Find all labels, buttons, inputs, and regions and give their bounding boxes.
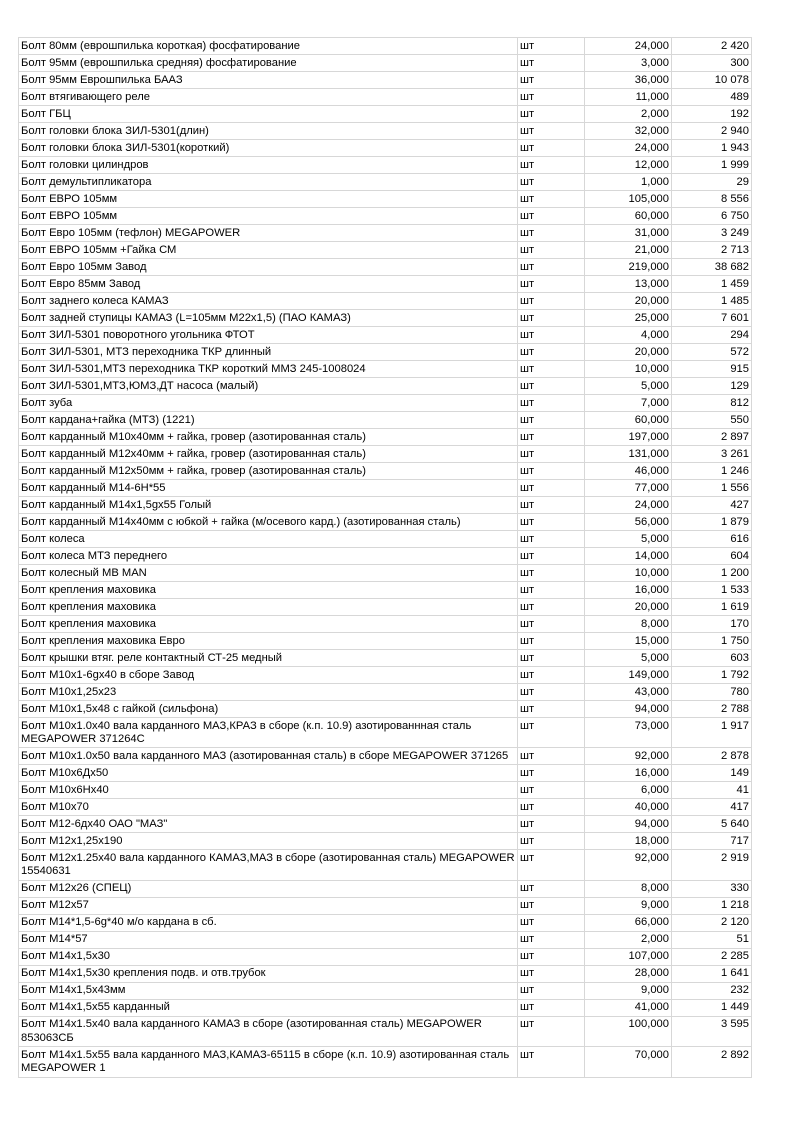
sum-cell: 192 <box>672 106 752 123</box>
unit-cell: шт <box>518 931 585 948</box>
unit-cell: шт <box>518 344 585 361</box>
sum-cell: 10 078 <box>672 72 752 89</box>
unit-cell: шт <box>518 684 585 701</box>
table-row <box>19 850 752 880</box>
item-name-cell: Болт М14х1.5х55 вала карданного МАЗ,КАМАЗ-65115 в сборе (к.п. 10.9) азотированная сталь MEGAPOWER 1 <box>19 1047 518 1077</box>
table-row <box>19 765 752 782</box>
sum-cell: 417 <box>672 799 752 816</box>
table-row <box>19 55 752 72</box>
sum-cell: 2 919 <box>672 850 752 880</box>
quantity-cell: 24,000 <box>585 497 672 514</box>
item-name-cell: Болт М10х1,5х48 с гайкой (сильфона) <box>19 701 518 718</box>
table-row <box>19 799 752 816</box>
item-name-cell: Болт задней ступицы КАМАЗ (L=105мм М22х1,5) (ПАО КАМАЗ) <box>19 310 518 327</box>
table-row <box>19 599 752 616</box>
table-row <box>19 463 752 480</box>
unit-cell: шт <box>518 599 585 616</box>
quantity-cell: 15,000 <box>585 633 672 650</box>
sum-cell: 41 <box>672 782 752 799</box>
quantity-cell: 16,000 <box>585 582 672 599</box>
unit-cell: шт <box>518 463 585 480</box>
sum-cell: 2 878 <box>672 748 752 765</box>
quantity-cell: 77,000 <box>585 480 672 497</box>
unit-cell: шт <box>518 259 585 276</box>
quantity-cell: 12,000 <box>585 157 672 174</box>
sum-cell: 1 619 <box>672 599 752 616</box>
item-name-cell: Болт ЕВРО 105мм +Гайка СМ <box>19 242 518 259</box>
item-name-cell: Болт М10х1,25х23 <box>19 684 518 701</box>
table-row <box>19 982 752 999</box>
unit-cell: шт <box>518 327 585 344</box>
table-row <box>19 667 752 684</box>
unit-cell: шт <box>518 718 585 748</box>
quantity-cell: 8,000 <box>585 616 672 633</box>
item-name-cell: Болт Евро 85мм Завод <box>19 276 518 293</box>
quantity-cell: 92,000 <box>585 748 672 765</box>
sum-cell: 330 <box>672 880 752 897</box>
table-row <box>19 157 752 174</box>
item-name-cell: Болт втягивающего реле <box>19 89 518 106</box>
sum-cell: 7 601 <box>672 310 752 327</box>
quantity-cell: 131,000 <box>585 446 672 463</box>
table-row <box>19 582 752 599</box>
sum-cell: 149 <box>672 765 752 782</box>
unit-cell: шт <box>518 123 585 140</box>
item-name-cell: Болт колесный MB MAN <box>19 565 518 582</box>
item-name-cell: Болт головки цилиндров <box>19 157 518 174</box>
item-name-cell: Болт ЕВРО 105мм <box>19 208 518 225</box>
unit-cell: шт <box>518 948 585 965</box>
unit-cell: шт <box>518 850 585 880</box>
sum-cell: 2 892 <box>672 1047 752 1077</box>
table-row <box>19 833 752 850</box>
quantity-cell: 24,000 <box>585 38 672 55</box>
table-row <box>19 412 752 429</box>
sum-cell: 8 556 <box>672 191 752 208</box>
quantity-cell: 36,000 <box>585 72 672 89</box>
sum-cell: 170 <box>672 616 752 633</box>
table-row <box>19 123 752 140</box>
table-row <box>19 344 752 361</box>
table-row <box>19 361 752 378</box>
table-row <box>19 880 752 897</box>
table-row <box>19 616 752 633</box>
quantity-cell: 5,000 <box>585 378 672 395</box>
unit-cell: шт <box>518 378 585 395</box>
sum-cell: 1 943 <box>672 140 752 157</box>
item-name-cell: Болт кардана+гайка (МТЗ) (1221) <box>19 412 518 429</box>
unit-cell: шт <box>518 395 585 412</box>
quantity-cell: 31,000 <box>585 225 672 242</box>
unit-cell: шт <box>518 1047 585 1077</box>
table-row <box>19 914 752 931</box>
sum-cell: 6 750 <box>672 208 752 225</box>
quantity-cell: 2,000 <box>585 931 672 948</box>
sum-cell: 294 <box>672 327 752 344</box>
table-row <box>19 378 752 395</box>
unit-cell: шт <box>518 38 585 55</box>
table-row <box>19 429 752 446</box>
item-name-cell: Болт зуба <box>19 395 518 412</box>
item-name-cell: Болт колеса МТЗ переднего <box>19 548 518 565</box>
unit-cell: шт <box>518 582 585 599</box>
table-row <box>19 531 752 548</box>
sum-cell: 915 <box>672 361 752 378</box>
table-row <box>19 1047 752 1077</box>
quantity-cell: 60,000 <box>585 412 672 429</box>
item-name-cell: Болт ЗИЛ-5301, МТЗ переходника ТКР длинный <box>19 344 518 361</box>
item-name-cell: Болт ЗИЛ-5301 поворотного угольника ФТОТ <box>19 327 518 344</box>
quantity-cell: 24,000 <box>585 140 672 157</box>
sum-cell: 780 <box>672 684 752 701</box>
sum-cell: 1 246 <box>672 463 752 480</box>
table-row <box>19 816 752 833</box>
unit-cell: шт <box>518 565 585 582</box>
item-name-cell: Болт М14*1,5-6g*40 м/о кардана в сб. <box>19 914 518 931</box>
item-name-cell: Болт М14х1,5х30 крепления подв. и отв.трубок <box>19 965 518 982</box>
quantity-cell: 43,000 <box>585 684 672 701</box>
quantity-cell: 94,000 <box>585 701 672 718</box>
unit-cell: шт <box>518 667 585 684</box>
quantity-cell: 40,000 <box>585 799 672 816</box>
quantity-cell: 66,000 <box>585 914 672 931</box>
table-row <box>19 897 752 914</box>
table-row <box>19 259 752 276</box>
unit-cell: шт <box>518 633 585 650</box>
quantity-cell: 9,000 <box>585 982 672 999</box>
sum-cell: 2 713 <box>672 242 752 259</box>
quantity-cell: 10,000 <box>585 565 672 582</box>
sum-cell: 616 <box>672 531 752 548</box>
table-row <box>19 310 752 327</box>
sum-cell: 2 285 <box>672 948 752 965</box>
unit-cell: шт <box>518 531 585 548</box>
table-row <box>19 208 752 225</box>
unit-cell: шт <box>518 446 585 463</box>
table-row <box>19 514 752 531</box>
quantity-cell: 16,000 <box>585 765 672 782</box>
sum-cell: 5 640 <box>672 816 752 833</box>
table-row <box>19 999 752 1016</box>
unit-cell: шт <box>518 897 585 914</box>
item-name-cell: Болт крепления маховика <box>19 599 518 616</box>
quantity-cell: 2,000 <box>585 106 672 123</box>
quantity-cell: 25,000 <box>585 310 672 327</box>
sum-cell: 812 <box>672 395 752 412</box>
unit-cell: шт <box>518 310 585 327</box>
item-name-cell: Болт ЗИЛ-5301,МТЗ,ЮМЗ,ДТ насоса (малый) <box>19 378 518 395</box>
table-row <box>19 276 752 293</box>
unit-cell: шт <box>518 225 585 242</box>
unit-cell: шт <box>518 89 585 106</box>
quantity-cell: 6,000 <box>585 782 672 799</box>
sum-cell: 1 533 <box>672 582 752 599</box>
unit-cell: шт <box>518 55 585 72</box>
table-row <box>19 446 752 463</box>
unit-cell: шт <box>518 276 585 293</box>
quantity-cell: 73,000 <box>585 718 672 748</box>
sum-cell: 1 556 <box>672 480 752 497</box>
quantity-cell: 32,000 <box>585 123 672 140</box>
item-name-cell: Болт М12х1,25х190 <box>19 833 518 850</box>
unit-cell: шт <box>518 616 585 633</box>
sum-cell: 572 <box>672 344 752 361</box>
table-row <box>19 650 752 667</box>
unit-cell: шт <box>518 429 585 446</box>
table-row <box>19 225 752 242</box>
table-row <box>19 1016 752 1046</box>
sum-cell: 1 485 <box>672 293 752 310</box>
quantity-cell: 46,000 <box>585 463 672 480</box>
table-row <box>19 191 752 208</box>
item-name-cell: Болт ГБЦ <box>19 106 518 123</box>
item-name-cell: Болт М12-6дх40 ОАО "МАЗ" <box>19 816 518 833</box>
item-name-cell: Болт М10х70 <box>19 799 518 816</box>
unit-cell: шт <box>518 765 585 782</box>
unit-cell: шт <box>518 514 585 531</box>
sum-cell: 1 449 <box>672 999 752 1016</box>
unit-cell: шт <box>518 650 585 667</box>
unit-cell: шт <box>518 833 585 850</box>
quantity-cell: 41,000 <box>585 999 672 1016</box>
unit-cell: шт <box>518 140 585 157</box>
sum-cell: 1 792 <box>672 667 752 684</box>
sum-cell: 1 459 <box>672 276 752 293</box>
sum-cell: 427 <box>672 497 752 514</box>
sum-cell: 1 750 <box>672 633 752 650</box>
item-name-cell: Болт головки блока ЗИЛ-5301(короткий) <box>19 140 518 157</box>
quantity-cell: 3,000 <box>585 55 672 72</box>
unit-cell: шт <box>518 72 585 89</box>
quantity-cell: 56,000 <box>585 514 672 531</box>
table-row <box>19 782 752 799</box>
quantity-cell: 100,000 <box>585 1016 672 1046</box>
item-name-cell: Болт карданный М14х40мм с юбкой + гайка (м/осевого кард.) (азотированная сталь) <box>19 514 518 531</box>
item-name-cell: Болт карданный М10х40мм + гайка, гровер (азотированная сталь) <box>19 429 518 446</box>
sum-cell: 604 <box>672 548 752 565</box>
quantity-cell: 92,000 <box>585 850 672 880</box>
sum-cell: 1 879 <box>672 514 752 531</box>
item-name-cell: Болт Евро 105мм (тефлон) MEGAPOWER <box>19 225 518 242</box>
table-row <box>19 89 752 106</box>
quantity-cell: 20,000 <box>585 293 672 310</box>
table-row <box>19 748 752 765</box>
item-name-cell: Болт М10х6Нх40 <box>19 782 518 799</box>
unit-cell: шт <box>518 293 585 310</box>
table-row <box>19 140 752 157</box>
table-row <box>19 480 752 497</box>
table-row <box>19 106 752 123</box>
item-name-cell: Болт М10х1.0х50 вала карданного МАЗ (азотированная сталь) в сборе MEGAPOWER 371265 <box>19 748 518 765</box>
table-row <box>19 38 752 55</box>
item-name-cell: Болт М12х57 <box>19 897 518 914</box>
item-name-cell: Болт ЕВРО 105мм <box>19 191 518 208</box>
unit-cell: шт <box>518 497 585 514</box>
table-row <box>19 395 752 412</box>
sum-cell: 2 897 <box>672 429 752 446</box>
unit-cell: шт <box>518 782 585 799</box>
sum-cell: 129 <box>672 378 752 395</box>
sum-cell: 2 940 <box>672 123 752 140</box>
item-name-cell: Болт Евро 105мм Завод <box>19 259 518 276</box>
quantity-cell: 4,000 <box>585 327 672 344</box>
sum-cell: 2 120 <box>672 914 752 931</box>
quantity-cell: 13,000 <box>585 276 672 293</box>
item-name-cell: Болт карданный М14-6Н*55 <box>19 480 518 497</box>
sum-cell: 3 595 <box>672 1016 752 1046</box>
unit-cell: шт <box>518 816 585 833</box>
unit-cell: шт <box>518 242 585 259</box>
item-name-cell: Болт М14х1,5х30 <box>19 948 518 965</box>
sum-cell: 1 200 <box>672 565 752 582</box>
unit-cell: шт <box>518 548 585 565</box>
sum-cell: 489 <box>672 89 752 106</box>
quantity-cell: 8,000 <box>585 880 672 897</box>
sum-cell: 232 <box>672 982 752 999</box>
item-name-cell: Болт крепления маховика <box>19 582 518 599</box>
unit-cell: шт <box>518 880 585 897</box>
quantity-cell: 219,000 <box>585 259 672 276</box>
unit-cell: шт <box>518 999 585 1016</box>
sum-cell: 300 <box>672 55 752 72</box>
item-name-cell: Болт головки блока ЗИЛ-5301(длин) <box>19 123 518 140</box>
item-name-cell: Болт карданный М12х50мм + гайка, гровер (азотированная сталь) <box>19 463 518 480</box>
sum-cell: 29 <box>672 174 752 191</box>
quantity-cell: 60,000 <box>585 208 672 225</box>
quantity-cell: 107,000 <box>585 948 672 965</box>
item-name-cell: Болт крышки втяг. реле контактный СТ-25 медный <box>19 650 518 667</box>
sum-cell: 717 <box>672 833 752 850</box>
sum-cell: 1 218 <box>672 897 752 914</box>
table-row <box>19 72 752 89</box>
quantity-cell: 14,000 <box>585 548 672 565</box>
item-name-cell: Болт крепления маховика <box>19 616 518 633</box>
quantity-cell: 11,000 <box>585 89 672 106</box>
table-body <box>19 38 752 1078</box>
unit-cell: шт <box>518 480 585 497</box>
quantity-cell: 10,000 <box>585 361 672 378</box>
item-name-cell: Болт 95мм Еврошпилька БААЗ <box>19 72 518 89</box>
sum-cell: 51 <box>672 931 752 948</box>
table-row <box>19 242 752 259</box>
item-name-cell: Болт М10х1.0х40 вала карданного МАЗ,КРАЗ в сборе (к.п. 10.9) азотированнная сталь MEGAPOWER 371264С <box>19 718 518 748</box>
table-row <box>19 684 752 701</box>
item-name-cell: Болт М12х26 (СПЕЦ) <box>19 880 518 897</box>
sum-cell: 1 999 <box>672 157 752 174</box>
table-row <box>19 548 752 565</box>
price-list-table <box>18 37 752 1078</box>
item-name-cell: Болт колеса <box>19 531 518 548</box>
sum-cell: 1 641 <box>672 965 752 982</box>
table-row <box>19 497 752 514</box>
quantity-cell: 7,000 <box>585 395 672 412</box>
item-name-cell: Болт 80мм (еврошпилька короткая) фосфатирование <box>19 38 518 55</box>
unit-cell: шт <box>518 106 585 123</box>
unit-cell: шт <box>518 174 585 191</box>
item-name-cell: Болт М14х1,5х55 карданный <box>19 999 518 1016</box>
item-name-cell: Болт М14х1.5х40 вала карданного КАМАЗ в сборе (азотированная сталь) MEGAPOWER 853063СБ <box>19 1016 518 1046</box>
item-name-cell: Болт демультипликатора <box>19 174 518 191</box>
item-name-cell: Болт М14*57 <box>19 931 518 948</box>
sum-cell: 1 917 <box>672 718 752 748</box>
quantity-cell: 18,000 <box>585 833 672 850</box>
quantity-cell: 20,000 <box>585 599 672 616</box>
item-name-cell: Болт 95мм (еврошпилька средняя) фосфатирование <box>19 55 518 72</box>
quantity-cell: 149,000 <box>585 667 672 684</box>
sum-cell: 2 420 <box>672 38 752 55</box>
quantity-cell: 197,000 <box>585 429 672 446</box>
table-row <box>19 565 752 582</box>
table-row <box>19 701 752 718</box>
table-row <box>19 931 752 948</box>
unit-cell: шт <box>518 748 585 765</box>
unit-cell: шт <box>518 965 585 982</box>
item-name-cell: Болт крепления маховика Евро <box>19 633 518 650</box>
unit-cell: шт <box>518 157 585 174</box>
sum-cell: 2 788 <box>672 701 752 718</box>
table-row <box>19 293 752 310</box>
unit-cell: шт <box>518 208 585 225</box>
item-name-cell: Болт ЗИЛ-5301,МТЗ переходника ТКР короткий ММЗ 245-1008024 <box>19 361 518 378</box>
quantity-cell: 5,000 <box>585 531 672 548</box>
item-name-cell: Болт заднего колеса КАМАЗ <box>19 293 518 310</box>
unit-cell: шт <box>518 701 585 718</box>
table-row <box>19 718 752 748</box>
unit-cell: шт <box>518 1016 585 1046</box>
unit-cell: шт <box>518 412 585 429</box>
quantity-cell: 28,000 <box>585 965 672 982</box>
price-list-sheet <box>18 37 751 1078</box>
unit-cell: шт <box>518 191 585 208</box>
sum-cell: 3 249 <box>672 225 752 242</box>
table-row <box>19 948 752 965</box>
table-row <box>19 633 752 650</box>
quantity-cell: 5,000 <box>585 650 672 667</box>
quantity-cell: 9,000 <box>585 897 672 914</box>
item-name-cell: Болт карданный М14х1,5gх55 Голый <box>19 497 518 514</box>
quantity-cell: 1,000 <box>585 174 672 191</box>
quantity-cell: 94,000 <box>585 816 672 833</box>
quantity-cell: 105,000 <box>585 191 672 208</box>
item-name-cell: Болт М12х1.25х40 вала карданного КАМАЗ,МАЗ в сборе (азотированная сталь) MEGAPOWER 15540631 <box>19 850 518 880</box>
table-row <box>19 174 752 191</box>
item-name-cell: Болт М10х1-6gх40 в сборе Завод <box>19 667 518 684</box>
sum-cell: 550 <box>672 412 752 429</box>
sum-cell: 38 682 <box>672 259 752 276</box>
item-name-cell: Болт карданный М12х40мм + гайка, гровер (азотированная сталь) <box>19 446 518 463</box>
unit-cell: шт <box>518 982 585 999</box>
unit-cell: шт <box>518 914 585 931</box>
table-row <box>19 965 752 982</box>
quantity-cell: 21,000 <box>585 242 672 259</box>
sum-cell: 3 261 <box>672 446 752 463</box>
table-row <box>19 327 752 344</box>
item-name-cell: Болт М14х1,5х43мм <box>19 982 518 999</box>
quantity-cell: 20,000 <box>585 344 672 361</box>
sum-cell: 603 <box>672 650 752 667</box>
unit-cell: шт <box>518 361 585 378</box>
quantity-cell: 70,000 <box>585 1047 672 1077</box>
item-name-cell: Болт М10х6Дх50 <box>19 765 518 782</box>
unit-cell: шт <box>518 799 585 816</box>
